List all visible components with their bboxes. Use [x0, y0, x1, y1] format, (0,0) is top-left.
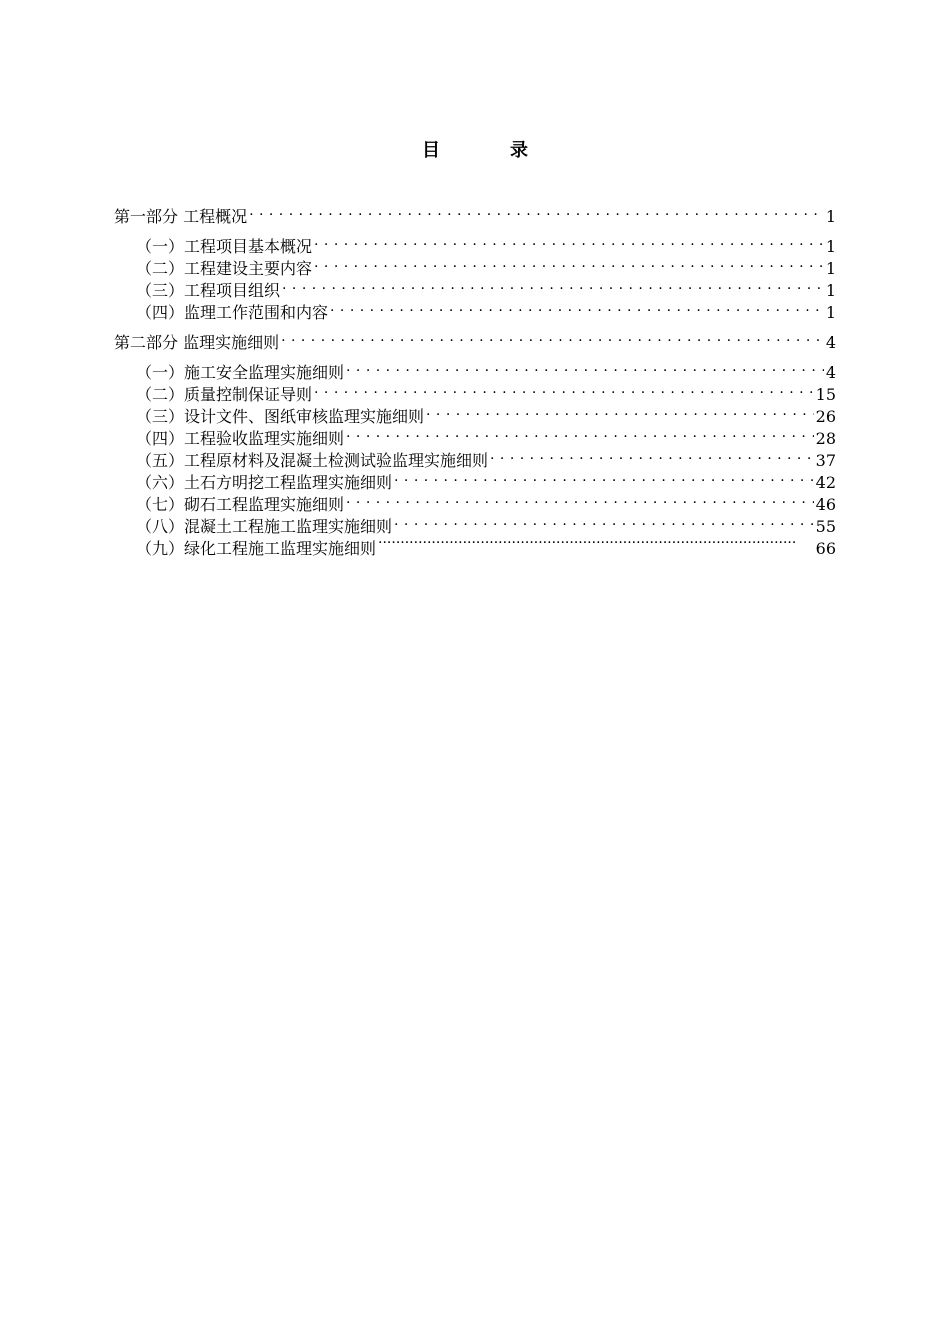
toc-dot-leader [330, 296, 824, 318]
toc-entry-label: （四）监理工作范围和内容 [136, 303, 329, 322]
toc-entry[interactable] [114, 200, 836, 226]
toc-dot-leader [346, 422, 814, 444]
toc-entry-label: （一）施工安全监理实施细则 [136, 363, 345, 382]
toc-entry-page: 1 [825, 281, 836, 300]
toc-entry-label: （四）工程验收监理实施细则 [136, 429, 345, 448]
toc-entry-label: （五）工程原材料及混凝土检测试验监理实施细则 [136, 451, 489, 470]
toc-dot-leader [314, 378, 814, 400]
toc-title: 目 录 [422, 140, 554, 161]
toc-dot-leader [490, 444, 814, 466]
toc-entry-label: （九）绿化工程施工监理实施细则 [136, 539, 377, 558]
toc-entry-page: 26 [815, 407, 836, 426]
toc-entry-page: 37 [815, 451, 836, 470]
toc-entry-label: （一）工程项目基本概况 [136, 237, 313, 256]
toc-entry-page: 55 [815, 517, 836, 536]
toc-entry-page: 1 [825, 207, 836, 226]
toc-dot-leader [249, 200, 824, 222]
toc-entry[interactable] [114, 356, 836, 382]
toc-dot-leader [346, 356, 824, 378]
toc-entry-label: 第一部分 工程概况 [114, 207, 248, 226]
toc-dot-leader [314, 252, 824, 274]
toc-dot-leader [281, 326, 824, 348]
toc-entry-page: 4 [825, 363, 836, 382]
toc-dot-leader [394, 466, 814, 488]
toc-dot-leader [282, 274, 824, 296]
toc-entry-label: （三）工程项目组织 [136, 281, 281, 300]
toc-entry-page: 1 [825, 303, 836, 322]
toc-entry[interactable] [114, 326, 836, 352]
toc-entry-page: 1 [825, 259, 836, 278]
toc-entry-label: （三）设计文件、图纸审核监理实施细则 [136, 407, 425, 426]
toc-entry-label: （七）砌石工程监理实施细则 [136, 495, 345, 514]
toc-dot-leader [314, 230, 824, 252]
toc-dot-leader [346, 488, 814, 510]
toc-entry-label: 第二部分 监理实施细则 [114, 333, 280, 352]
toc-entry-page: 4 [825, 333, 836, 352]
toc-entry[interactable] [114, 230, 836, 256]
toc-entry-label: （六）土石方明挖工程监理实施细则 [136, 473, 393, 492]
table-of-contents [114, 200, 836, 558]
toc-entry-label: （二）工程建设主要内容 [136, 259, 313, 278]
toc-entry-page: 46 [815, 495, 836, 514]
toc-entry-page: 28 [815, 429, 836, 448]
toc-entry-page: 1 [825, 237, 836, 256]
toc-entry-page: 42 [815, 473, 836, 492]
toc-dot-leader [378, 532, 796, 554]
toc-entry-label: （二）质量控制保证导则 [136, 385, 313, 404]
toc-entry-label: （八）混凝土工程施工监理实施细则 [136, 517, 393, 536]
toc-dot-leader [394, 510, 814, 532]
toc-entry-page: 66 [815, 539, 836, 558]
toc-dot-leader [426, 400, 814, 422]
toc-entry-page: 15 [815, 385, 836, 404]
